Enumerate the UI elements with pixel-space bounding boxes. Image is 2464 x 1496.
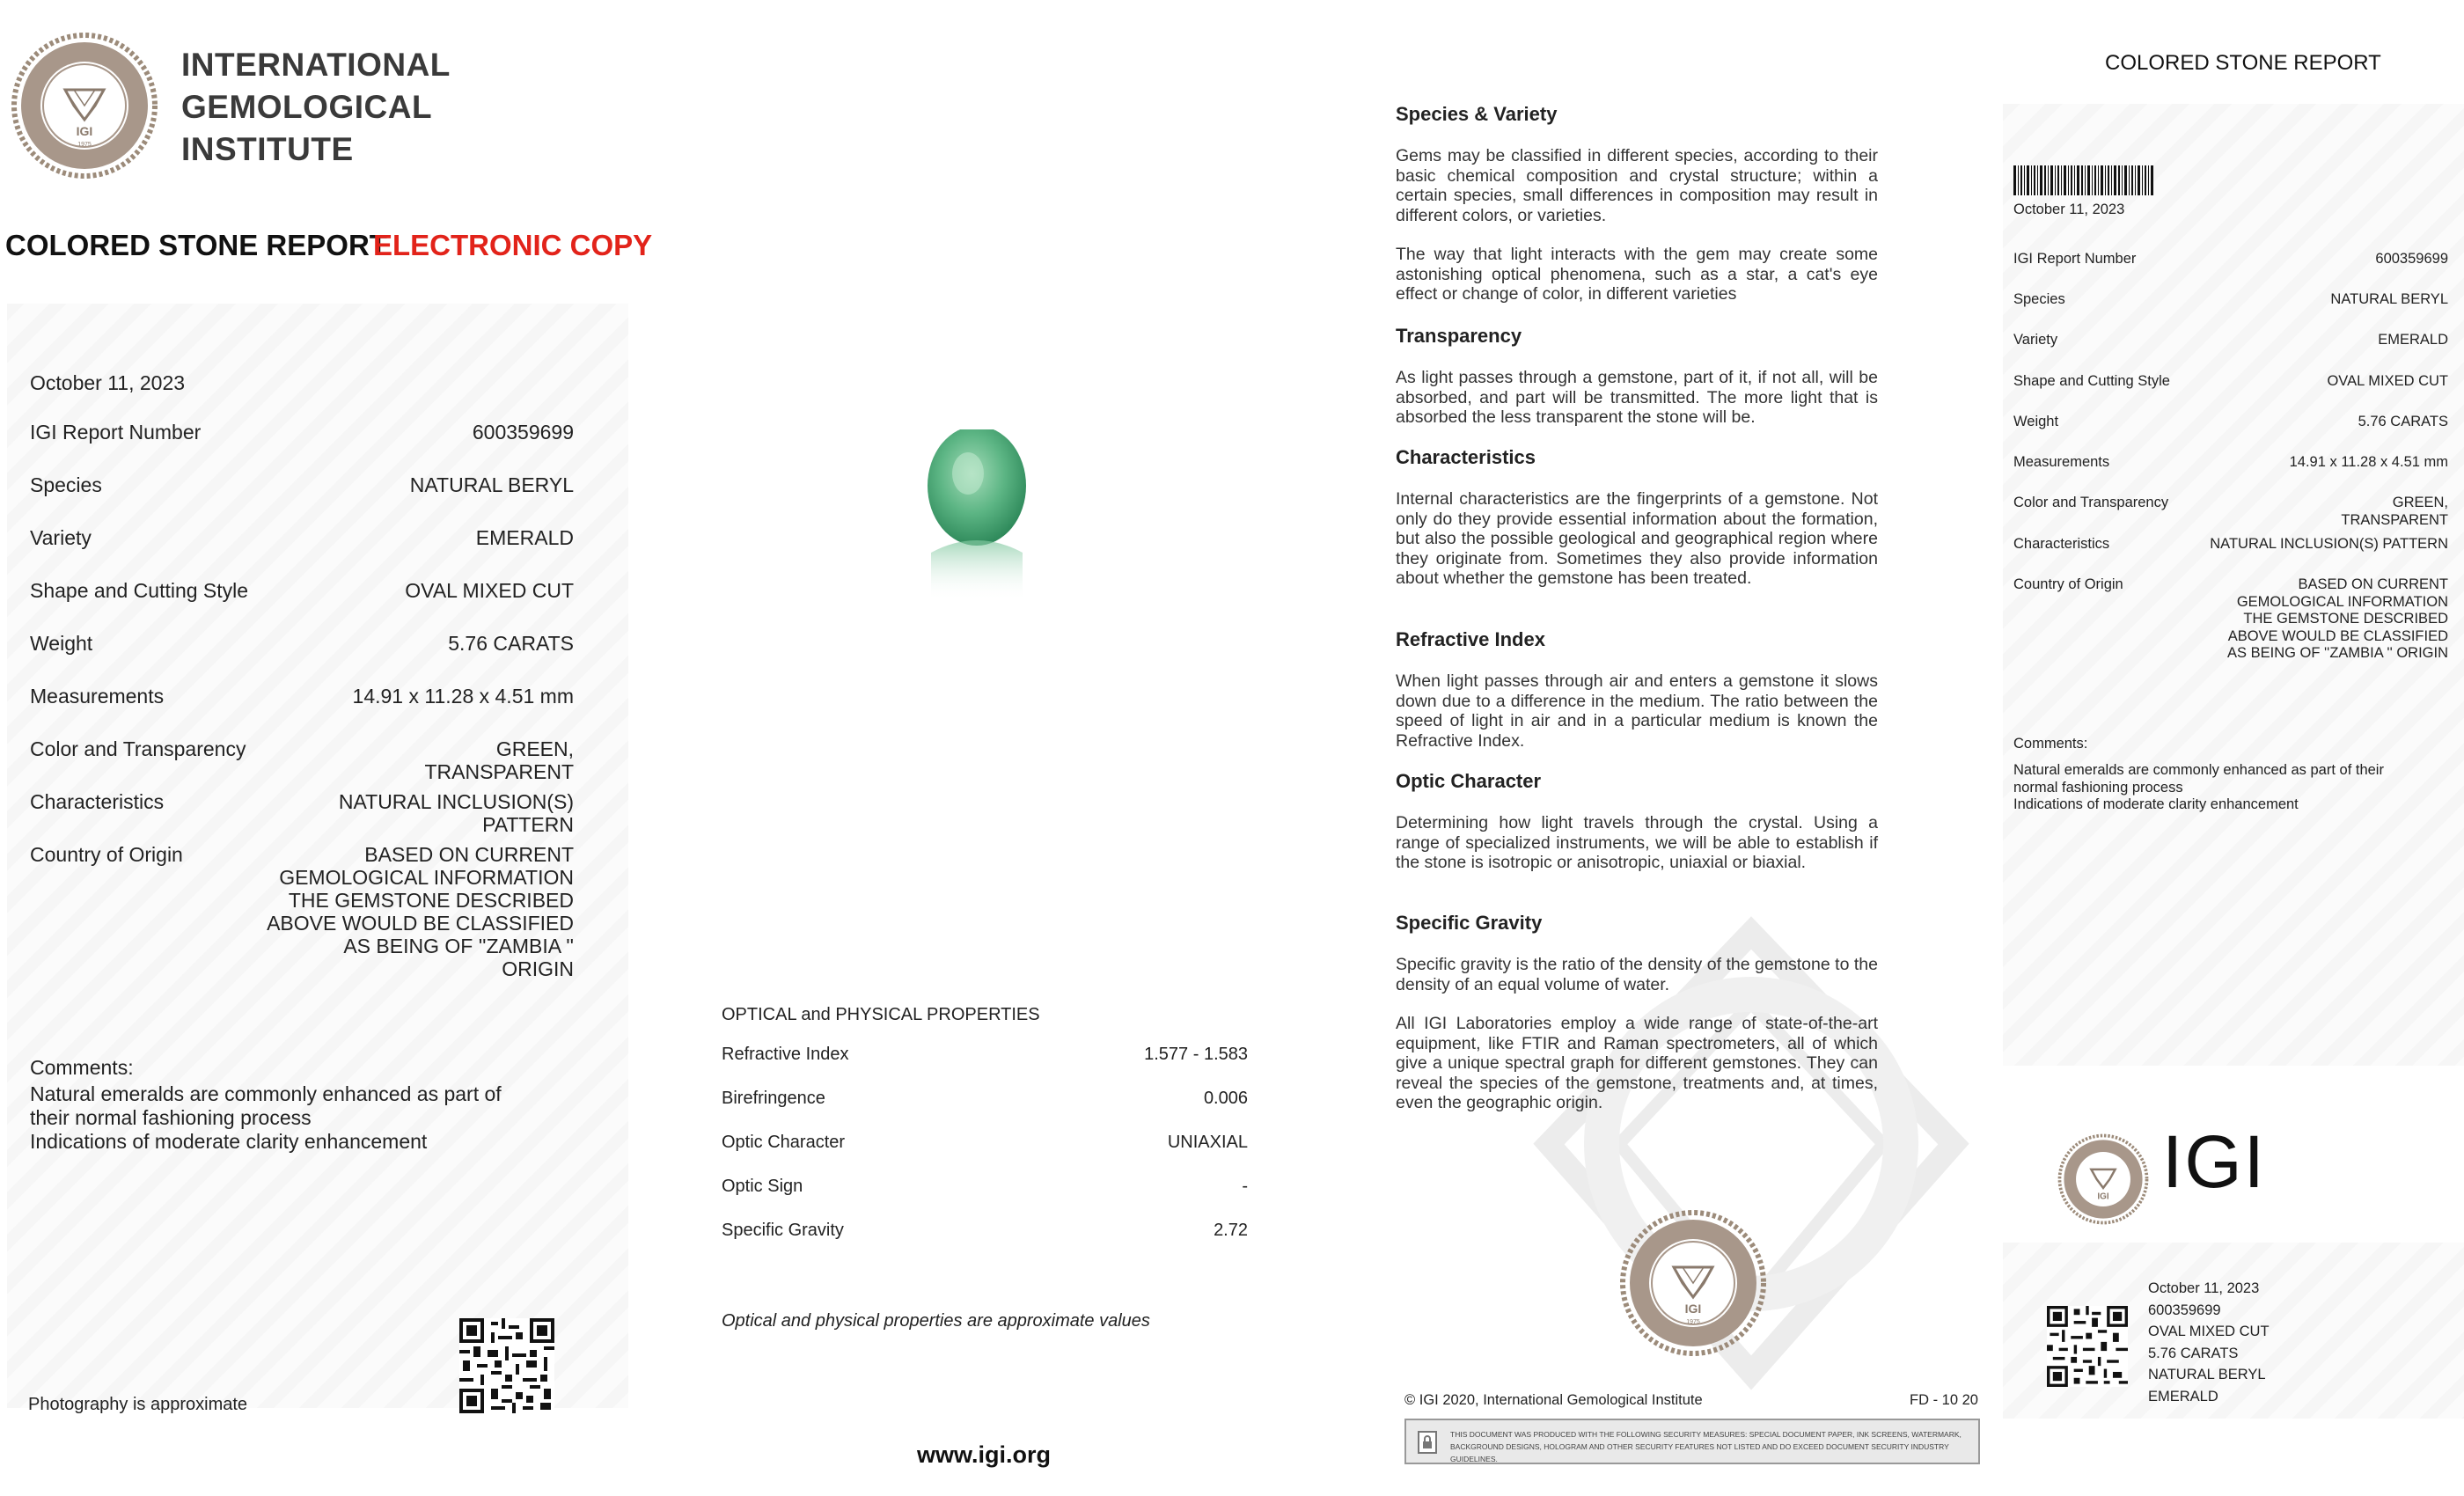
card-summary-line: EMERALD [2148, 1388, 2218, 1404]
website-link[interactable]: www.igi.org [917, 1441, 1051, 1468]
security-line-2: BACKGROUND DESIGNS, HOLOGRAM AND OTHER SECURITY FEATURES NOT LISTED AND DO EXCEED DOCUMENT SECURITY INDUSTRY GUIDELINES. [1450, 1442, 1949, 1463]
field-value: NATURAL INCLUSION(S) PATTERN [338, 790, 574, 836]
section-paragraph: Gems may be classified in different species, according to their basic chemical composition and crystal structure; within a certain species, small differences in composition may result in different colors, or varieties. [1396, 146, 1878, 225]
field-value: 14.91 x 11.28 x 4.51 mm [352, 685, 574, 708]
field-label: IGI Report Number [30, 421, 202, 444]
optical-value: - [1242, 1177, 1248, 1196]
card-field-label: Characteristics [2013, 536, 2110, 552]
institute-name [181, 44, 451, 171]
institute-name-line1: INTERNATIONAL [181, 47, 451, 83]
card-comments-label: Comments: [2013, 736, 2088, 752]
card-summary-line: 5.76 CARATS [2148, 1345, 2239, 1361]
section-heading: Refractive Index [1396, 628, 1545, 650]
barcode [2013, 165, 2154, 195]
card-field-value: GREEN, TRANSPARENT [2341, 495, 2448, 528]
report-title: COLORED STONE REPORT [5, 229, 387, 261]
card-date: October 11, 2023 [2013, 202, 2125, 217]
field-label: Country of Origin [30, 843, 183, 866]
optical-properties-title: OPTICAL and PHYSICAL PROPERTIES [722, 1005, 1040, 1024]
security-line-1: THIS DOCUMENT WAS PRODUCED WITH THE FOLLOWING SECURITY MEASURES: SPECIAL DOCUMENT PAPER, INK SCREENS, WATERMARK, [1450, 1430, 1962, 1439]
section-heading: Characteristics [1396, 446, 1536, 468]
comments-label: Comments: [30, 1056, 134, 1079]
card-field-label: Variety [2013, 332, 2058, 348]
seal-year-text: 1975 [1686, 1319, 1700, 1325]
optical-value: UNIAXIAL [1167, 1133, 1248, 1152]
card-field-value: OVAL MIXED CUT [2327, 373, 2448, 389]
card-field-label: Shape and Cutting Style [2013, 373, 2170, 389]
electronic-copy-label: ELECTRONIC COPY [373, 229, 653, 261]
optical-label: Optic Sign [722, 1177, 803, 1196]
field-value: GREEN, TRANSPARENT [424, 737, 574, 783]
seal-mark-text: IGI [76, 124, 93, 138]
card-title: COLORED STONE REPORT [2105, 51, 2381, 75]
card-summary-line: OVAL MIXED CUT [2148, 1324, 2270, 1339]
institute-name-line3: INSTITUTE [181, 131, 354, 167]
section-paragraph: Determining how light travels through the crystal. Using a range of specialized instruments, we will be able to establish if the stone is isotropic or anisotropic, uniaxial or biaxial. [1396, 813, 1878, 872]
card-comments-text: Natural emeralds are commonly enhanced as part of their normal fashioning process Indications of moderate clarity enhancement [2013, 762, 2384, 812]
igi-brand-mark: IGI [2162, 1120, 2267, 1203]
seal-mark-text: IGI [1684, 1302, 1702, 1316]
section-paragraph: All IGI Laboratories employ a wide range of state-of-the-art equipment, like FTIR and Raman spectrometers, all of which give a unique spectral graph for different gemstones. They can reveal the species of the gemstone, treatments and, at times, even the geographic origin. [1396, 1014, 1878, 1112]
report-date: October 11, 2023 [30, 371, 186, 394]
emerald-photo [915, 429, 1038, 605]
card-field-label: Measurements [2013, 454, 2110, 470]
field-value: 5.76 CARATS [448, 632, 574, 655]
card-field-label: Species [2013, 291, 2065, 307]
optical-label: Specific Gravity [722, 1221, 844, 1240]
field-value: NATURAL BERYL [409, 473, 574, 496]
comments-text: Natural emeralds are commonly enhanced as part of their normal fashioning process Indications of moderate clarity enhancement [30, 1082, 502, 1153]
optical-label: Optic Character [722, 1133, 846, 1152]
field-label: Variety [30, 526, 92, 549]
seal-year-text: 1975 [77, 142, 92, 148]
photography-note: Photography is approximate [28, 1395, 248, 1414]
card-field-value: BASED ON CURRENT GEMOLOGICAL INFORMATION THE GEMSTONE DESCRIBED ABOVE WOULD BE CLASSIFIED AS BEING OF ''ZAMBIA '' ORIGIN [2227, 576, 2448, 661]
optical-note: Optical and physical properties are approximate values [722, 1311, 1150, 1331]
card-field-label: Country of Origin [2013, 576, 2123, 592]
optical-label: Birefringence [722, 1089, 825, 1108]
document-security-icon [1415, 1429, 1440, 1456]
optical-value: 0.006 [1203, 1089, 1248, 1108]
optical-label: Refractive Index [722, 1045, 849, 1064]
card-summary [2148, 1278, 2270, 1407]
field-label: Shape and Cutting Style [30, 579, 249, 602]
card-field-value: NATURAL BERYL [2330, 291, 2448, 307]
section-paragraph: When light passes through air and enters a gemstone it slows down due to a difference in the medium. The ratio between the speed of light in air and in a particular medium is known the Refractive Index. [1396, 671, 1878, 751]
card-field-value: NATURAL INCLUSION(S) PATTERN [2210, 536, 2448, 552]
field-label: Weight [30, 632, 93, 655]
field-label: Color and Transparency [30, 737, 246, 760]
section-paragraph: As light passes through a gemstone, part of it, if not all, will be absorbed, and part will be transmitted. The more light that is absorbed the less transparent the stone will be. [1396, 368, 1878, 427]
optical-value: 1.577 - 1.583 [1144, 1045, 1248, 1064]
field-value: EMERALD [475, 526, 574, 549]
section-paragraph: The way that light interacts with the gem may create some astonishing optical phenomena, such as a star, a cat's eye effect or change of color, in different varieties [1396, 245, 1878, 304]
card-summary-line: NATURAL BERYL [2148, 1367, 2266, 1382]
igi-seal-logo [11, 32, 158, 180]
card-field-label: Weight [2013, 414, 2059, 429]
card-field-label: Color and Transparency [2013, 495, 2169, 510]
field-label: Measurements [30, 685, 165, 708]
field-value: 600359699 [472, 421, 574, 444]
igi-seal-logo [2057, 1133, 2149, 1225]
section-heading: Transparency [1396, 325, 1522, 347]
security-notice [1404, 1419, 1980, 1464]
field-label: Characteristics [30, 790, 165, 813]
field-label: Species [30, 473, 102, 496]
card-field-value: EMERALD [2378, 332, 2448, 348]
qr-code[interactable] [459, 1318, 554, 1413]
card-field-value: 5.76 CARATS [2358, 414, 2448, 429]
section-heading: Optic Character [1396, 770, 1542, 792]
optical-value: 2.72 [1214, 1221, 1248, 1240]
card-qr-code[interactable] [2047, 1306, 2128, 1387]
card-field-value: 14.91 x 11.28 x 4.51 mm [2289, 454, 2448, 470]
section-paragraph: Internal characteristics are the fingerprints of a gemstone. Not only do they provide essential information about the formation, but also the possible geological and geographical region where they originate from. Sometimes they also provide information about whether the gemstone has been treated. [1396, 489, 1878, 588]
field-value: BASED ON CURRENT GEMOLOGICAL INFORMATION THE GEMSTONE DESCRIBED ABOVE WOULD BE CLASSIFIED AS BEING OF ''ZAMBIA '' ORIGIN [267, 843, 574, 980]
institute-name-line2: GEMOLOGICAL [181, 89, 433, 125]
igi-seal-logo [1619, 1209, 1767, 1357]
section-heading: Specific Gravity [1396, 912, 1543, 934]
section-paragraph: Specific gravity is the ratio of the density of the gemstone to the density of an equal volume of water. [1396, 955, 1878, 994]
card-field-label: IGI Report Number [2013, 251, 2137, 267]
card-summary-line: 600359699 [2148, 1302, 2221, 1318]
copyright-text: © IGI 2020, International Gemological Institute [1404, 1392, 1703, 1408]
section-heading: Species & Variety [1396, 103, 1558, 125]
form-code: FD - 10 20 [1910, 1392, 1978, 1408]
field-value: OVAL MIXED CUT [405, 579, 574, 602]
seal-mark-text: IGI [2097, 1192, 2109, 1202]
card-field-value: 600359699 [2375, 251, 2448, 267]
card-summary-line: October 11, 2023 [2148, 1280, 2260, 1296]
